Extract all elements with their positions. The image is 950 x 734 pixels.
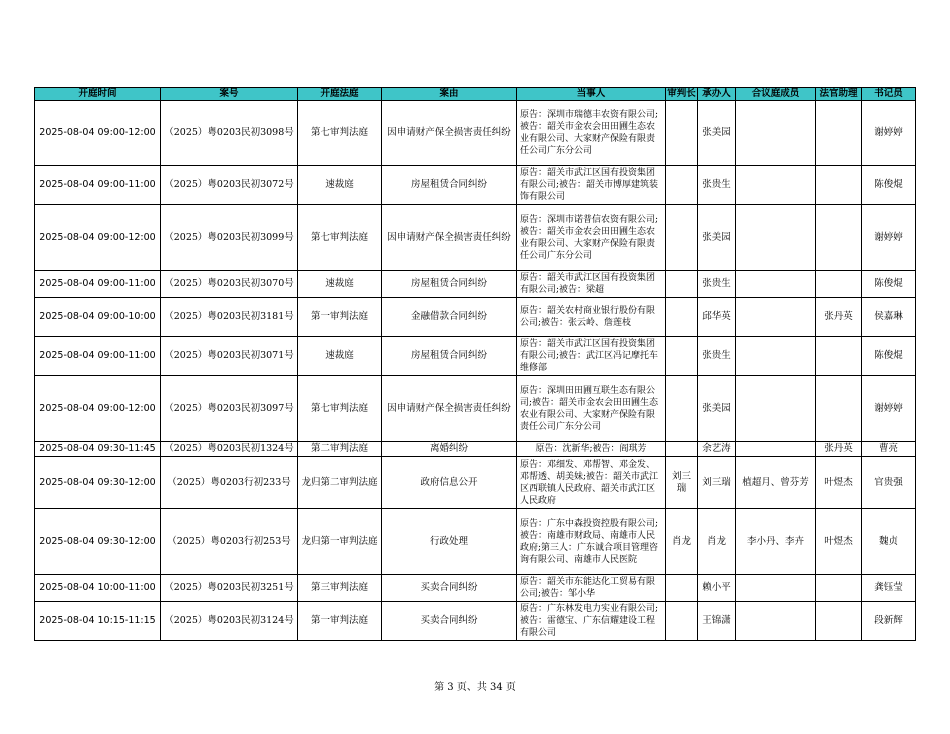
cell-assistant [816,271,862,298]
cell-chief-judge [666,205,698,271]
cell-chief-judge [666,602,698,641]
cell-chief-judge [666,442,698,457]
cell-case-number: （2025）粤0203民初3098号 [161,101,298,166]
cell-cause: 因申请财产保全损害责任纠纷 [382,205,517,271]
cell-panel: 植超月、曾芬芳 [736,457,816,509]
cell-cause: 房屋租赁合同纠纷 [382,337,517,376]
cell-panel [736,166,816,205]
cell-parties: 原告：韶关市东能达化工贸易有限公司;被告：邹小华 [517,575,666,602]
cell-handler: 王锦潇 [698,602,736,641]
cell-clerk: 段新辉 [862,602,916,641]
cell-panel [736,205,816,271]
cell-cause: 买卖合同纠纷 [382,575,517,602]
cell-assistant [816,101,862,166]
cell-clerk: 陈俊焜 [862,337,916,376]
cell-cause: 离婚纠纷 [382,442,517,457]
cell-court: 第七审判法庭 [298,101,382,166]
hearing-schedule-table [34,87,916,641]
cell-handler: 张贵生 [698,337,736,376]
cell-assistant [816,602,862,641]
cell-time: 2025-08-04 09:00-12:00 [35,101,161,166]
cell-parties: 原告：邓细发、邓帮智、邓金发、邓帮透、胡美妹;被告：韶关市武江区西联镇人民政府、韶关市武江区人民政府 [517,457,666,509]
cell-parties: 原告：韶关市武江区国有投资集团有限公司;被告：武江区冯记摩托车维修部 [517,337,666,376]
cell-court: 速裁庭 [298,166,382,205]
cell-parties: 原告：韶关市武江区国有投资集团有限公司;被告：梁超 [517,271,666,298]
cell-handler: 张美园 [698,205,736,271]
cell-clerk: 官贵强 [862,457,916,509]
cell-parties: 原告：深圳市瑞德丰农资有限公司;被告：韶关市金农会田田圃生态农业有限公司、大家财产保险有限责任公司广东分公司 [517,101,666,166]
cell-case-number: （2025）粤0203行初233号 [161,457,298,509]
cell-time: 2025-08-04 09:30-12:00 [35,457,161,509]
cell-clerk: 魏贞 [862,509,916,575]
cell-cause: 金融借款合同纠纷 [382,298,517,337]
table-row [35,205,916,271]
cell-clerk: 陈俊焜 [862,166,916,205]
cell-time: 2025-08-04 09:30-12:00 [35,509,161,575]
cell-court: 第七审判法庭 [298,376,382,442]
cell-court: 第一审判法庭 [298,602,382,641]
table-row [35,337,916,376]
cell-case-number: （2025）粤0203民初3251号 [161,575,298,602]
cell-clerk: 谢婷婷 [862,205,916,271]
cell-chief-judge [666,271,698,298]
cell-handler: 张贵生 [698,166,736,205]
cell-case-number: （2025）粤0203民初3124号 [161,602,298,641]
cell-cause: 因申请财产保全损害责任纠纷 [382,376,517,442]
cell-time: 2025-08-04 09:30-11:45 [35,442,161,457]
cell-court: 第二审判法庭 [298,442,382,457]
header-court: 开庭法庭 [298,88,382,101]
table-row [35,575,916,602]
cell-court: 速裁庭 [298,337,382,376]
cell-parties: 原告：广东林发电力实业有限公司;被告：雷德宝、广东信耀建设工程有限公司 [517,602,666,641]
cell-time: 2025-08-04 09:00-11:00 [35,271,161,298]
table-row [35,271,916,298]
cell-cause: 政府信息公开 [382,457,517,509]
cell-handler: 刘三瑞 [698,457,736,509]
table-row [35,376,916,442]
cell-case-number: （2025）粤0203民初3072号 [161,166,298,205]
cell-assistant [816,205,862,271]
cell-case-number: （2025）粤0203民初1324号 [161,442,298,457]
cell-cause: 行政处理 [382,509,517,575]
cell-chief-judge: 肖龙 [666,509,698,575]
header-handler: 承办人 [698,88,736,101]
cell-clerk: 谢婷婷 [862,376,916,442]
cell-clerk: 陈俊焜 [862,271,916,298]
cell-time: 2025-08-04 09:00-11:00 [35,337,161,376]
header-case-number: 案号 [161,88,298,101]
cell-panel: 李小丹、李卉 [736,509,816,575]
cell-handler: 张贵生 [698,271,736,298]
cell-time: 2025-08-04 09:00-12:00 [35,205,161,271]
page-footer: 第 3 页、共 34 页 [434,682,516,693]
cell-assistant [816,376,862,442]
cell-case-number: （2025）粤0203民初3099号 [161,205,298,271]
cell-parties: 原告：深圳市诺普信农资有限公司;被告：韶关市金农会田田圃生态农业有限公司、大家财产保险有限责任公司广东分公司 [517,205,666,271]
table-row [35,166,916,205]
cell-assistant: 叶煜杰 [816,457,862,509]
cell-parties: 原告：广东中森投资控股有限公司;被告：南雄市财政局、南雄市人民政府;第三人：广东诚合项目管理咨询有限公司、南雄市人民医院 [517,509,666,575]
cell-time: 2025-08-04 09:00-10:00 [35,298,161,337]
table-row [35,457,916,509]
cell-handler: 肖龙 [698,509,736,575]
cell-court: 第一审判法庭 [298,298,382,337]
table-row [35,509,916,575]
cell-cause: 因申请财产保全损害责任纠纷 [382,101,517,166]
cell-panel [736,602,816,641]
cell-court: 第七审判法庭 [298,205,382,271]
cell-handler: 余艺涛 [698,442,736,457]
cell-cause: 房屋租赁合同纠纷 [382,166,517,205]
cell-assistant: 叶煜杰 [816,509,862,575]
cell-assistant [816,575,862,602]
cell-chief-judge [666,166,698,205]
cell-case-number: （2025）粤0203行初253号 [161,509,298,575]
cell-handler: 张美园 [698,376,736,442]
cell-handler: 张美园 [698,101,736,166]
cell-clerk: 曹亮 [862,442,916,457]
cell-court: 速裁庭 [298,271,382,298]
header-clerk: 书记员 [862,88,916,101]
cell-chief-judge [666,298,698,337]
cell-clerk: 侯嘉琳 [862,298,916,337]
cell-panel [736,337,816,376]
cell-court: 龙归第一审判法庭 [298,509,382,575]
cell-panel [736,101,816,166]
cell-case-number: （2025）粤0203民初3070号 [161,271,298,298]
header-row [35,88,916,101]
cell-chief-judge [666,575,698,602]
cell-parties: 原告：沈新华;被告：阎琪芳 [517,442,666,457]
cell-chief-judge [666,376,698,442]
cell-parties: 原告：韶关农村商业银行股份有限公司;被告：张云岭、詹莲枝 [517,298,666,337]
table-row [35,298,916,337]
header-time: 开庭时间 [35,88,161,101]
header-parties: 当事人 [517,88,666,101]
cell-case-number: （2025）粤0203民初3181号 [161,298,298,337]
table-row [35,101,916,166]
cell-court: 第三审判法庭 [298,575,382,602]
cell-parties: 原告：深圳田田圃互联生态有限公司;被告：韶关市金农会田田圃生态农业有限公司、大家财产保险有限责任公司广东分公司 [517,376,666,442]
cell-assistant [816,166,862,205]
cell-cause: 房屋租赁合同纠纷 [382,271,517,298]
cell-chief-judge [666,337,698,376]
cell-clerk: 谢婷婷 [862,101,916,166]
cell-handler: 邱华英 [698,298,736,337]
header-panel: 合议庭成员 [736,88,816,101]
cell-cause: 买卖合同纠纷 [382,602,517,641]
cell-panel [736,298,816,337]
cell-chief-judge: 刘三瑞 [666,457,698,509]
cell-assistant [816,337,862,376]
cell-panel [736,575,816,602]
cell-handler: 赖小平 [698,575,736,602]
cell-panel [736,376,816,442]
cell-assistant: 张丹英 [816,442,862,457]
cell-case-number: （2025）粤0203民初3071号 [161,337,298,376]
cell-time: 2025-08-04 09:00-11:00 [35,166,161,205]
cell-assistant: 张丹英 [816,298,862,337]
cell-court: 龙归第二审判法庭 [298,457,382,509]
header-chief-judge: 审判长 [667,88,696,99]
cell-parties: 原告：韶关市武江区国有投资集团有限公司;被告：韶关市博厚建筑装饰有限公司 [517,166,666,205]
cell-panel [736,442,816,457]
cell-chief-judge [666,101,698,166]
cell-time: 2025-08-04 10:00-11:00 [35,575,161,602]
table-row [35,442,916,457]
cell-time: 2025-08-04 09:00-12:00 [35,376,161,442]
cell-time: 2025-08-04 10:15-11:15 [35,602,161,641]
cell-clerk: 龚钰莹 [862,575,916,602]
table-row [35,602,916,641]
header-assistant: 法官助理 [816,88,862,101]
header-cause: 案由 [382,88,517,101]
cell-panel [736,271,816,298]
cell-case-number: （2025）粤0203民初3097号 [161,376,298,442]
